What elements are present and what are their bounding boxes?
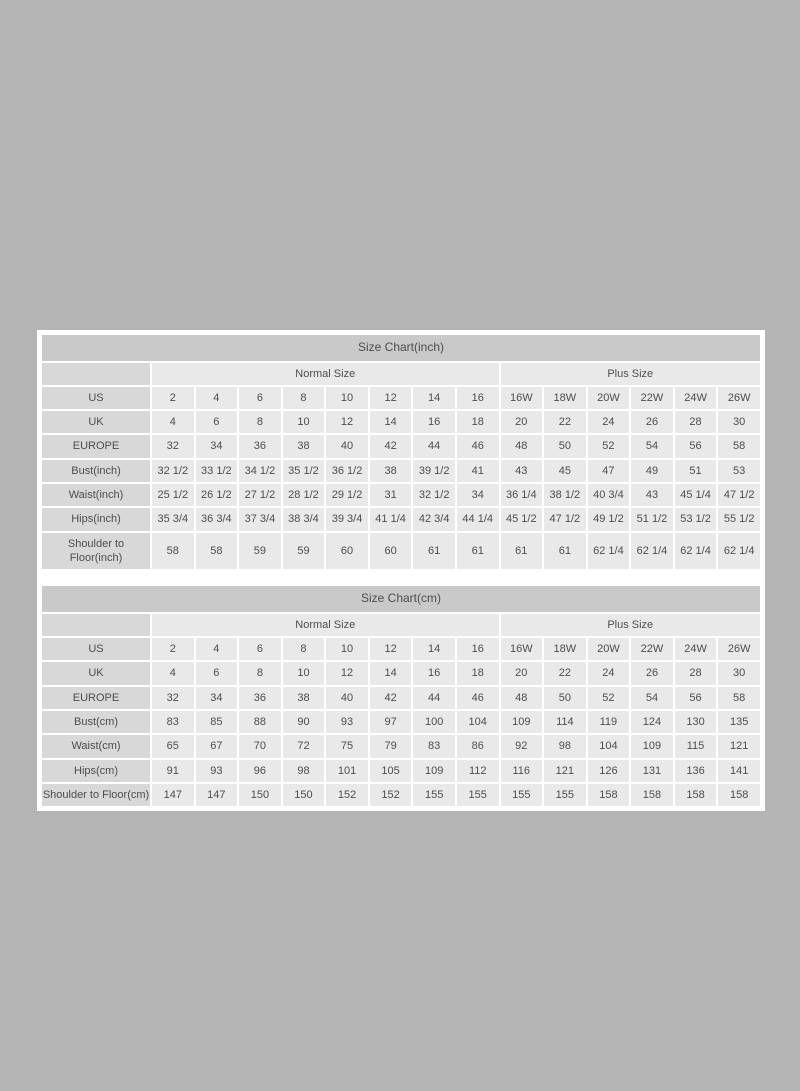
table-cell: 41 1/4	[370, 508, 412, 530]
table-cell: 26	[631, 411, 673, 433]
row-label: US	[42, 638, 150, 660]
table-cell: 38	[283, 435, 325, 457]
table-cell: 62 1/4	[718, 533, 760, 570]
table-cell: 34	[457, 484, 499, 506]
table-cell: 40 3/4	[588, 484, 630, 506]
row-label: Shoulder to Floor(inch)	[42, 533, 150, 570]
table-cell: 109	[501, 711, 543, 733]
table-cell: 51	[675, 460, 717, 482]
table-row	[42, 711, 760, 733]
table-cell: 70	[239, 735, 281, 757]
table-cell: 115	[675, 735, 717, 757]
table-cell: 42 3/4	[413, 508, 455, 530]
table-cell: 141	[718, 760, 760, 782]
table-cell: 104	[588, 735, 630, 757]
table-cell: 28	[675, 662, 717, 684]
table-cell: 12	[326, 662, 368, 684]
table-row	[42, 435, 760, 457]
row-label: EUROPE	[42, 435, 150, 457]
table-cell: 51 1/2	[631, 508, 673, 530]
table-cell: 22W	[631, 387, 673, 409]
table-cell: 54	[631, 435, 673, 457]
table-cell: 43	[501, 460, 543, 482]
table-cell: 30	[718, 662, 760, 684]
group-header-normal-size: Normal Size	[152, 363, 499, 385]
table-cell: 52	[588, 435, 630, 457]
group-header-blank-cell	[42, 614, 150, 636]
table-cell: 38 1/2	[544, 484, 586, 506]
table-cell: 24	[588, 662, 630, 684]
table-row	[42, 760, 760, 782]
table-cell: 65	[152, 735, 194, 757]
table-cell: 98	[283, 760, 325, 782]
table-cell: 155	[413, 784, 455, 806]
table-cell: 32	[152, 687, 194, 709]
table-row	[42, 387, 760, 409]
table-cell: 12	[370, 638, 412, 660]
table-cell: 61	[544, 533, 586, 570]
table-cell: 2	[152, 638, 194, 660]
table-cell: 36 1/4	[501, 484, 543, 506]
table-cell: 158	[718, 784, 760, 806]
table-cell: 50	[544, 687, 586, 709]
table-cell: 22W	[631, 638, 673, 660]
table-cell: 47	[588, 460, 630, 482]
table-cell: 119	[588, 711, 630, 733]
table-cell: 20W	[588, 638, 630, 660]
table-row	[42, 411, 760, 433]
table-cell: 27 1/2	[239, 484, 281, 506]
table-cell: 31	[370, 484, 412, 506]
table-cell: 41	[457, 460, 499, 482]
table-cell: 100	[413, 711, 455, 733]
table-cell: 42	[370, 687, 412, 709]
table-cell: 93	[326, 711, 368, 733]
row-label: Bust(inch)	[42, 460, 150, 482]
table-cell: 26 1/2	[196, 484, 238, 506]
table-cell: 62 1/4	[588, 533, 630, 570]
table-cell: 93	[196, 760, 238, 782]
table-cell: 20W	[588, 387, 630, 409]
table-cell: 20	[501, 411, 543, 433]
group-header-blank-cell	[42, 363, 150, 385]
table-cell: 35 3/4	[152, 508, 194, 530]
table-cell: 46	[457, 435, 499, 457]
table-cell: 26W	[718, 638, 760, 660]
table-row	[42, 662, 760, 684]
row-label: Shoulder to Floor(cm)	[42, 784, 150, 806]
table-cell: 14	[370, 662, 412, 684]
table-cell: 4	[152, 411, 194, 433]
table-cell: 43	[631, 484, 673, 506]
table-cell: 36	[239, 435, 281, 457]
group-header-plus-size: Plus Size	[501, 363, 761, 385]
table-cell: 56	[675, 687, 717, 709]
table-cell: 152	[326, 784, 368, 806]
table-title: Size Chart(inch)	[42, 335, 760, 361]
table-cell: 33 1/2	[196, 460, 238, 482]
row-label: UK	[42, 411, 150, 433]
table-cell: 83	[152, 711, 194, 733]
table-row	[42, 638, 760, 660]
table-cell: 45 1/2	[501, 508, 543, 530]
table-cell: 79	[370, 735, 412, 757]
table-cell: 10	[283, 662, 325, 684]
table-cell: 34	[196, 687, 238, 709]
table-title-row	[42, 335, 760, 361]
table-cell: 44	[413, 435, 455, 457]
table-cell: 36	[239, 687, 281, 709]
table-cell: 30	[718, 411, 760, 433]
table-cell: 34 1/2	[239, 460, 281, 482]
row-label: EUROPE	[42, 687, 150, 709]
table-cell: 61	[413, 533, 455, 570]
table-cell: 32	[152, 435, 194, 457]
table-cell: 147	[196, 784, 238, 806]
table-cell: 6	[196, 662, 238, 684]
table-cell: 2	[152, 387, 194, 409]
table-cell: 121	[544, 760, 586, 782]
table-cell: 16	[457, 638, 499, 660]
table-cell: 10	[326, 638, 368, 660]
table-cell: 75	[326, 735, 368, 757]
table-cell: 59	[283, 533, 325, 570]
group-header-normal-size: Normal Size	[152, 614, 499, 636]
table-cell: 37 3/4	[239, 508, 281, 530]
table-cell: 4	[152, 662, 194, 684]
table-cell: 155	[544, 784, 586, 806]
table-cell: 39 3/4	[326, 508, 368, 530]
table-cell: 6	[239, 638, 281, 660]
table-cell: 18W	[544, 638, 586, 660]
table-cell: 18	[457, 411, 499, 433]
table-cell: 24	[588, 411, 630, 433]
table-cell: 22	[544, 411, 586, 433]
table-cell: 126	[588, 760, 630, 782]
table-cell: 16W	[501, 638, 543, 660]
table-cell: 16	[413, 662, 455, 684]
table-cell: 14	[413, 638, 455, 660]
table-cell: 58	[718, 687, 760, 709]
table-cell: 44 1/4	[457, 508, 499, 530]
table-cell: 61	[457, 533, 499, 570]
table-title: Size Chart(cm)	[42, 586, 760, 612]
size-chart-cm-table	[40, 584, 762, 808]
table-cell: 16	[413, 411, 455, 433]
table-cell: 8	[283, 387, 325, 409]
table-cell: 14	[370, 411, 412, 433]
table-cell: 147	[152, 784, 194, 806]
table-cell: 16W	[501, 387, 543, 409]
table-cell: 131	[631, 760, 673, 782]
table-row	[42, 784, 760, 806]
table-cell: 6	[196, 411, 238, 433]
table-cell: 14	[413, 387, 455, 409]
table-cell: 10	[283, 411, 325, 433]
table-cell: 44	[413, 687, 455, 709]
table-cell: 56	[675, 435, 717, 457]
row-label: Bust(cm)	[42, 711, 150, 733]
table-cell: 40	[326, 687, 368, 709]
table-cell: 4	[196, 387, 238, 409]
table-cell: 48	[501, 687, 543, 709]
table-cell: 47 1/2	[544, 508, 586, 530]
table-cell: 112	[457, 760, 499, 782]
table-row	[42, 508, 760, 530]
table-cell: 35 1/2	[283, 460, 325, 482]
table-cell: 155	[501, 784, 543, 806]
table-cell: 32 1/2	[413, 484, 455, 506]
group-header-plus-size: Plus Size	[501, 614, 761, 636]
table-cell: 10	[326, 387, 368, 409]
table-cell: 36 3/4	[196, 508, 238, 530]
table-cell: 46	[457, 687, 499, 709]
table-cell: 121	[718, 735, 760, 757]
table-cell: 39 1/2	[413, 460, 455, 482]
table-cell: 16	[457, 387, 499, 409]
table-cell: 52	[588, 687, 630, 709]
table-cell: 45 1/4	[675, 484, 717, 506]
table-cell: 36 1/2	[326, 460, 368, 482]
table-cell: 98	[544, 735, 586, 757]
table-cell: 12	[370, 387, 412, 409]
table-cell: 28 1/2	[283, 484, 325, 506]
table-cell: 92	[501, 735, 543, 757]
size-chart-inch-table	[40, 333, 762, 571]
table-cell: 136	[675, 760, 717, 782]
table-cell: 152	[370, 784, 412, 806]
table-cell: 38	[370, 460, 412, 482]
table-cell: 26	[631, 662, 673, 684]
table-cell: 150	[283, 784, 325, 806]
table-cell: 53	[718, 460, 760, 482]
table-row	[42, 735, 760, 757]
table-cell: 158	[631, 784, 673, 806]
table-cell: 90	[283, 711, 325, 733]
row-label: Waist(inch)	[42, 484, 150, 506]
table-cell: 101	[326, 760, 368, 782]
table-cell: 60	[370, 533, 412, 570]
table-cell: 61	[501, 533, 543, 570]
row-label: Waist(cm)	[42, 735, 150, 757]
table-row	[42, 484, 760, 506]
table-cell: 59	[239, 533, 281, 570]
table-cell: 116	[501, 760, 543, 782]
table-cell: 8	[239, 411, 281, 433]
table-cell: 45	[544, 460, 586, 482]
table-cell: 18W	[544, 387, 586, 409]
row-label: US	[42, 387, 150, 409]
table-cell: 130	[675, 711, 717, 733]
table-cell: 29 1/2	[326, 484, 368, 506]
table-cell: 104	[457, 711, 499, 733]
table-cell: 88	[239, 711, 281, 733]
table-cell: 18	[457, 662, 499, 684]
table-cell: 53 1/2	[675, 508, 717, 530]
table-cell: 67	[196, 735, 238, 757]
table-cell: 96	[239, 760, 281, 782]
table-cell: 24W	[675, 387, 717, 409]
table-cell: 40	[326, 435, 368, 457]
table-cell: 24W	[675, 638, 717, 660]
table-cell: 22	[544, 662, 586, 684]
table-cell: 54	[631, 687, 673, 709]
table-cell: 124	[631, 711, 673, 733]
table-cell: 158	[588, 784, 630, 806]
table-cell: 58	[196, 533, 238, 570]
table-cell: 48	[501, 435, 543, 457]
table-cell: 8	[283, 638, 325, 660]
table-cell: 58	[152, 533, 194, 570]
table-cell: 38 3/4	[283, 508, 325, 530]
table-cell: 34	[196, 435, 238, 457]
group-header-row	[42, 363, 760, 385]
table-cell: 105	[370, 760, 412, 782]
table-title-row	[42, 586, 760, 612]
table-cell: 85	[196, 711, 238, 733]
table-cell: 109	[631, 735, 673, 757]
table-cell: 72	[283, 735, 325, 757]
table-cell: 62 1/4	[675, 533, 717, 570]
table-cell: 12	[326, 411, 368, 433]
table-cell: 32 1/2	[152, 460, 194, 482]
table-cell: 109	[413, 760, 455, 782]
table-cell: 26W	[718, 387, 760, 409]
table-cell: 42	[370, 435, 412, 457]
size-chart-panel	[37, 330, 765, 811]
table-cell: 91	[152, 760, 194, 782]
table-row	[42, 533, 760, 570]
table-row	[42, 687, 760, 709]
table-cell: 8	[239, 662, 281, 684]
table-cell: 86	[457, 735, 499, 757]
table-cell: 97	[370, 711, 412, 733]
table-cell: 62 1/4	[631, 533, 673, 570]
table-cell: 38	[283, 687, 325, 709]
table-cell: 135	[718, 711, 760, 733]
table-cell: 158	[675, 784, 717, 806]
table-cell: 49	[631, 460, 673, 482]
row-label: Hips(inch)	[42, 508, 150, 530]
table-cell: 20	[501, 662, 543, 684]
row-label: UK	[42, 662, 150, 684]
table-cell: 60	[326, 533, 368, 570]
table-cell: 150	[239, 784, 281, 806]
table-cell: 25 1/2	[152, 484, 194, 506]
table-cell: 50	[544, 435, 586, 457]
table-cell: 6	[239, 387, 281, 409]
table-cell: 28	[675, 411, 717, 433]
table-cell: 55 1/2	[718, 508, 760, 530]
table-cell: 58	[718, 435, 760, 457]
table-cell: 155	[457, 784, 499, 806]
table-row	[42, 460, 760, 482]
table-cell: 47 1/2	[718, 484, 760, 506]
table-cell: 49 1/2	[588, 508, 630, 530]
group-header-row	[42, 614, 760, 636]
table-cell: 4	[196, 638, 238, 660]
row-label: Hips(cm)	[42, 760, 150, 782]
table-cell: 83	[413, 735, 455, 757]
table-cell: 114	[544, 711, 586, 733]
